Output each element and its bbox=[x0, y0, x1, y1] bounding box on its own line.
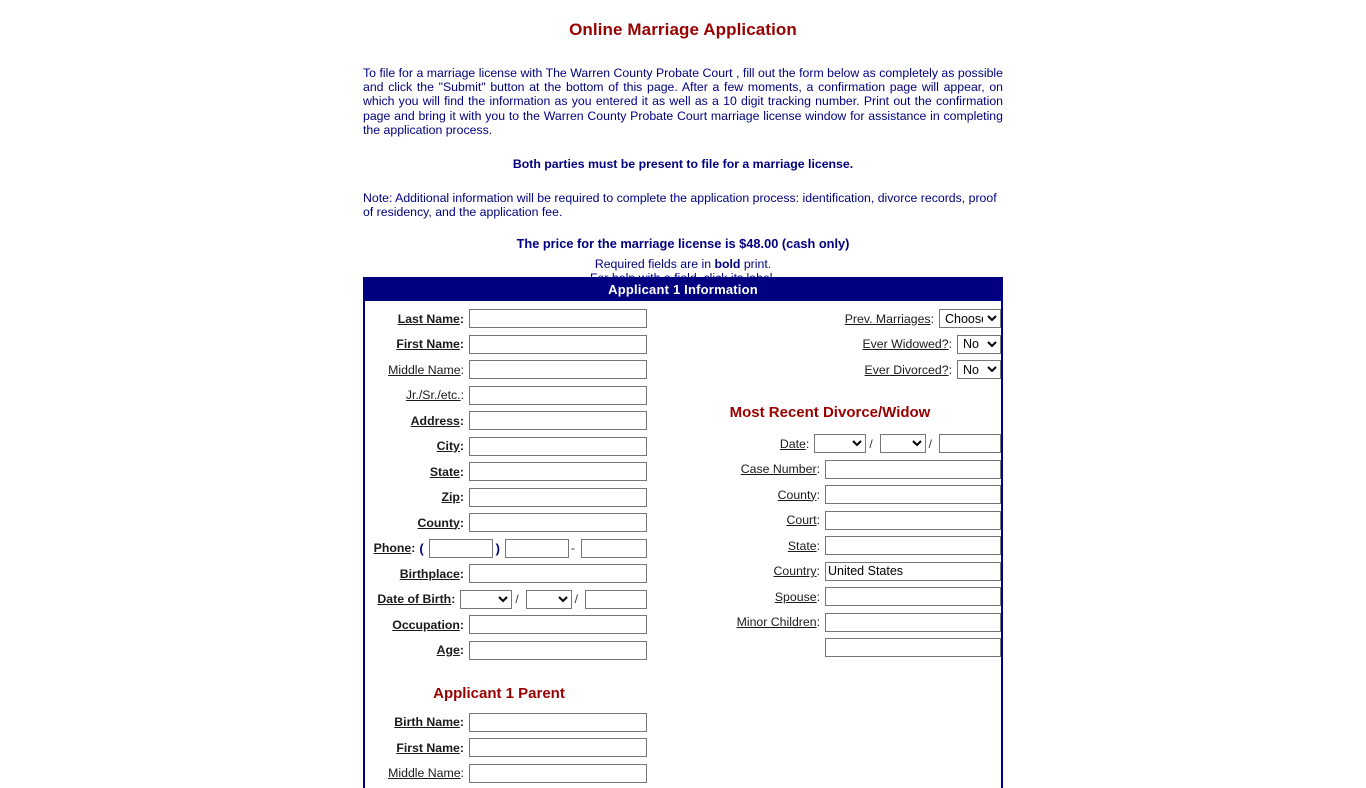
dob-separator-2: / bbox=[574, 592, 578, 606]
input-middle-name[interactable] bbox=[469, 360, 647, 379]
input-divorce-state[interactable] bbox=[825, 536, 1001, 555]
select-divorce-day[interactable] bbox=[880, 434, 926, 453]
input-phone-line[interactable] bbox=[581, 539, 647, 558]
field-row-divorce-spouse bbox=[659, 586, 1001, 607]
label-birthplace[interactable]: Birthplace: bbox=[399, 566, 464, 581]
input-state[interactable] bbox=[469, 462, 647, 481]
price-notice: The price for the marriage license is $48.00 (cash only) bbox=[516, 236, 850, 252]
label-last-name[interactable]: Last Name: bbox=[397, 311, 464, 326]
input-occupation[interactable] bbox=[469, 615, 647, 634]
field-row-county bbox=[365, 512, 647, 533]
section-header-applicant-1: Applicant 1 Information bbox=[365, 279, 1001, 301]
label-parent-first-name[interactable]: First Name: bbox=[396, 740, 464, 755]
label-city[interactable]: City: bbox=[436, 439, 464, 453]
label-ever-divorced[interactable]: Ever Divorced?: bbox=[864, 362, 952, 377]
label-suffix[interactable]: Jr./Sr./etc.: bbox=[405, 388, 464, 402]
select-ever-divorced[interactable] bbox=[957, 360, 1001, 379]
applicant-1-form bbox=[363, 277, 1003, 788]
field-row-date-of-birth bbox=[365, 589, 647, 610]
divorce-date-separator-1: / bbox=[869, 436, 873, 451]
input-parent-first-name[interactable] bbox=[469, 738, 647, 757]
input-minor-children-extra[interactable] bbox=[825, 638, 1001, 657]
label-county[interactable]: County: bbox=[417, 515, 464, 530]
field-row-last-name bbox=[365, 308, 647, 329]
field-row-parent-middle-name bbox=[365, 763, 647, 784]
label-divorce-county[interactable]: County: bbox=[777, 487, 820, 502]
label-divorce-country[interactable]: Country: bbox=[773, 564, 820, 578]
select-ever-widowed[interactable] bbox=[957, 335, 1001, 354]
field-row-prev-marriages bbox=[659, 308, 1001, 329]
input-address[interactable] bbox=[469, 411, 647, 430]
field-row-divorce-court bbox=[659, 510, 1001, 531]
label-address[interactable]: Address: bbox=[410, 413, 464, 428]
intro-paragraph: To file for a marriage license with The Warren County Probate Court , fill out the form below as completely as possible and click the "Submit" button at the bottom of this page. After a few moments, a confirmation page will appear, on which you will find the information as you entered it as well as a 10 digit tracking number. Print out the confirmation page and bring it with you to the Warren County Probate Court marriage license window for assistance in completing the application process. bbox=[363, 66, 1003, 137]
field-row-suffix bbox=[365, 385, 647, 406]
field-row-minor-children-extra bbox=[659, 637, 1001, 658]
select-dob-month[interactable] bbox=[460, 590, 512, 609]
right-column bbox=[647, 308, 1001, 663]
field-row-divorce-county bbox=[659, 484, 1001, 505]
additional-info-note: Note: Additional information will be required to complete the application process: identification, divorce records, proof of residency, and the application fee. bbox=[363, 191, 997, 220]
field-row-parent-birth-name bbox=[365, 712, 647, 733]
field-row-ever-divorced bbox=[659, 359, 1001, 380]
left-column bbox=[365, 308, 647, 788]
both-parties-notice: Both parties must be present to file for a marriage license. bbox=[512, 157, 854, 172]
label-zip[interactable]: Zip: bbox=[441, 490, 464, 504]
field-row-address bbox=[365, 410, 647, 431]
input-dob-year[interactable] bbox=[585, 590, 647, 609]
field-row-city bbox=[365, 436, 647, 457]
label-date-of-birth[interactable]: Date of Birth: bbox=[377, 592, 456, 606]
input-parent-middle-name[interactable] bbox=[469, 764, 647, 783]
field-row-occupation bbox=[365, 614, 647, 635]
field-row-state bbox=[365, 461, 647, 482]
heading-most-recent-divorce: Most Recent Divorce/Widow bbox=[729, 404, 931, 421]
input-phone-prefix[interactable] bbox=[505, 539, 569, 558]
input-age[interactable] bbox=[469, 641, 647, 660]
select-divorce-month[interactable] bbox=[814, 434, 866, 453]
input-birthplace[interactable] bbox=[469, 564, 647, 583]
input-county[interactable] bbox=[469, 513, 647, 532]
label-minor-children[interactable]: Minor Children: bbox=[736, 615, 820, 629]
heading-applicant-1-parent: Applicant 1 Parent bbox=[433, 684, 565, 702]
phone-open-paren: ( bbox=[419, 540, 424, 556]
input-case-number[interactable] bbox=[825, 460, 1001, 479]
phone-separator: - bbox=[571, 541, 575, 555]
input-divorce-country[interactable] bbox=[825, 562, 1001, 581]
divorce-date-separator-2: / bbox=[928, 436, 932, 451]
page-title: Online Marriage Application bbox=[569, 20, 797, 39]
label-middle-name[interactable]: Middle Name: bbox=[388, 362, 464, 377]
field-row-zip bbox=[365, 487, 647, 508]
label-case-number[interactable]: Case Number: bbox=[740, 462, 820, 476]
label-first-name[interactable]: First Name: bbox=[396, 337, 464, 351]
field-row-case-number bbox=[659, 459, 1001, 480]
field-row-divorce-state bbox=[659, 535, 1001, 556]
input-parent-birth-name[interactable] bbox=[469, 713, 647, 732]
input-divorce-year[interactable] bbox=[939, 434, 1001, 453]
label-ever-widowed[interactable]: Ever Widowed?: bbox=[862, 337, 952, 351]
label-phone[interactable]: Phone: bbox=[373, 541, 416, 555]
input-divorce-court[interactable] bbox=[825, 511, 1001, 530]
label-divorce-court[interactable]: Court: bbox=[786, 513, 820, 527]
input-city[interactable] bbox=[469, 437, 647, 456]
field-row-divorce-country bbox=[659, 561, 1001, 582]
label-state[interactable]: State: bbox=[429, 464, 464, 479]
select-prev-marriages[interactable] bbox=[939, 309, 1001, 328]
input-minor-children[interactable] bbox=[825, 613, 1001, 632]
label-parent-middle-name[interactable]: Middle Name: bbox=[388, 766, 464, 780]
intro-section bbox=[363, 0, 1003, 286]
label-parent-birth-name[interactable]: Birth Name: bbox=[394, 715, 464, 729]
input-phone-area-code[interactable] bbox=[429, 539, 493, 558]
select-dob-day[interactable] bbox=[526, 590, 572, 609]
input-suffix[interactable] bbox=[469, 386, 647, 405]
field-row-phone bbox=[365, 538, 647, 559]
field-row-ever-widowed bbox=[659, 334, 1001, 355]
form-columns bbox=[365, 301, 1001, 788]
input-zip[interactable] bbox=[469, 488, 647, 507]
input-last-name[interactable] bbox=[469, 309, 647, 328]
label-divorce-spouse[interactable]: Spouse: bbox=[774, 589, 820, 604]
required-fields-note: Required fields are in bold print. bbox=[594, 257, 772, 272]
label-age[interactable]: Age: bbox=[436, 643, 464, 657]
field-row-age bbox=[365, 640, 647, 661]
field-row-middle-name bbox=[365, 359, 647, 380]
label-prev-marriages[interactable]: Prev. Marriages: bbox=[844, 311, 934, 326]
input-first-name[interactable] bbox=[469, 335, 647, 354]
phone-close-paren: ) bbox=[495, 540, 500, 556]
label-divorce-date[interactable]: Date: bbox=[779, 436, 810, 451]
field-row-divorce-date bbox=[659, 433, 1001, 454]
input-divorce-spouse[interactable] bbox=[825, 587, 1001, 606]
dob-separator-1: / bbox=[515, 592, 519, 606]
field-row-parent-first-name bbox=[365, 737, 647, 758]
label-occupation[interactable]: Occupation: bbox=[392, 617, 464, 632]
input-divorce-county[interactable] bbox=[825, 485, 1001, 504]
label-divorce-state[interactable]: State: bbox=[787, 538, 820, 553]
field-row-first-name bbox=[365, 334, 647, 355]
field-row-minor-children bbox=[659, 612, 1001, 633]
field-row-birthplace bbox=[365, 563, 647, 584]
bold-word: bold bbox=[714, 257, 741, 272]
